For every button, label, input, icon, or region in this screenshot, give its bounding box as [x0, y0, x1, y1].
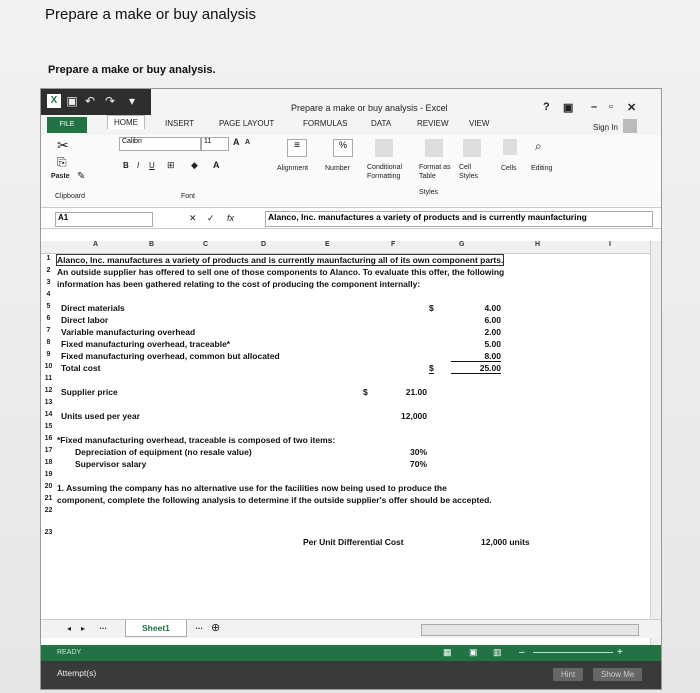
paste-button[interactable]: Paste [51, 173, 70, 180]
cells-icon[interactable] [503, 139, 517, 155]
cell-f12[interactable]: 21.00 [405, 387, 427, 397]
cell-a10[interactable]: Total cost [61, 363, 101, 373]
column-header-d[interactable]: D [261, 241, 267, 248]
table-row [41, 339, 646, 350]
tab-data[interactable]: DATA [371, 119, 392, 128]
page-break-icon[interactable]: ▥ [493, 647, 502, 657]
cell-g10[interactable]: 25.00 [451, 363, 501, 374]
tab-file[interactable]: FILE [47, 117, 87, 133]
per-unit-header[interactable]: Per Unit Differential Cost [303, 537, 404, 547]
table-row [41, 375, 646, 386]
excel-logo-icon: X [47, 94, 61, 108]
table-row [41, 315, 646, 326]
row-number: 14 [44, 411, 53, 418]
cells-button[interactable]: Cells [501, 165, 517, 172]
cell-a20[interactable]: 1. Assuming the company has no alternative use for the facilities now being used to produce the [57, 483, 447, 493]
row-number: 8 [46, 339, 51, 346]
conditional-formatting-icon[interactable] [375, 139, 393, 157]
shrink-font-icon[interactable]: A [245, 139, 251, 146]
sheet-tabs-bar [41, 619, 661, 638]
zoom-out-icon[interactable]: – [519, 647, 525, 658]
table-row [41, 291, 646, 302]
page-layout-icon[interactable]: ▣ [469, 647, 478, 657]
table-row [41, 327, 646, 338]
tab-insert[interactable]: INSERT [165, 119, 195, 128]
row-number: 18 [44, 459, 53, 466]
conditional-formatting-button[interactable]: Conditional Formatting [367, 164, 403, 180]
underline-icon[interactable]: U [149, 161, 155, 170]
row-number: 23 [44, 529, 53, 536]
more-sheets-icon[interactable]: … [99, 622, 107, 631]
hint-button[interactable]: Hint [553, 668, 583, 681]
enter-icon[interactable]: ✓ [207, 213, 215, 223]
attempts-label: Attempt(s) [57, 668, 97, 678]
table-row [41, 399, 646, 410]
excel-window [40, 88, 662, 690]
cell-b18[interactable]: Supervisor salary [75, 459, 147, 469]
add-sheet-icon[interactable]: ⊕ [211, 622, 221, 634]
alignment-button[interactable]: Alignment [277, 165, 309, 172]
table-row [41, 529, 646, 547]
row-number: 15 [44, 423, 53, 430]
cell-a8[interactable]: Fixed manufacturing overhead, traceable* [61, 339, 231, 349]
currency-symbol: $ [429, 363, 434, 373]
tab-formulas[interactable]: FORMULAS [303, 119, 348, 128]
page-subtitle: Prepare a make or buy analysis. [48, 64, 216, 76]
ribbon [41, 135, 661, 208]
align-icon[interactable]: ≡ [287, 139, 307, 157]
row-number: 5 [46, 303, 51, 310]
normal-view-icon[interactable]: ▦ [443, 647, 452, 657]
editing-button[interactable]: Editing [531, 165, 553, 172]
cell-a12[interactable]: Supplier price [61, 387, 118, 397]
table-row [41, 255, 646, 266]
redo-icon[interactable]: ↷ [104, 94, 116, 108]
formula-bar [41, 210, 661, 229]
cell-styles-icon[interactable] [463, 139, 481, 157]
currency-symbol: $ [363, 387, 368, 397]
format-table-icon[interactable] [425, 139, 443, 157]
column-headers [41, 241, 661, 254]
table-row [41, 483, 646, 494]
formula-content: Alanco, Inc. manufactures a variety of products and is currently maunfacturing [268, 212, 587, 222]
row-number: 21 [44, 495, 53, 502]
row-number: 19 [44, 471, 53, 478]
prev-sheet-icon[interactable]: ◂ [67, 624, 72, 633]
format-painter-icon[interactable]: ✎ [77, 171, 86, 182]
status-bar [41, 645, 661, 661]
tab-page-layout[interactable]: PAGE LAYOUT [219, 119, 275, 128]
zoom-in-icon[interactable]: + [617, 647, 623, 658]
column-header-c[interactable]: C [203, 241, 209, 248]
sheet-tab-sheet1[interactable]: Sheet1 [125, 620, 187, 637]
table-row [41, 411, 646, 422]
units-header[interactable]: 12,000 units [481, 537, 530, 547]
row-number: 16 [44, 435, 53, 442]
column-header-i[interactable]: I [609, 241, 611, 248]
fill-color-icon[interactable]: ◆ [191, 160, 198, 170]
table-row [41, 387, 646, 398]
cell-g5[interactable]: 4.00 [484, 303, 501, 313]
undo-icon[interactable]: ↶ [84, 94, 96, 108]
row-number: 13 [44, 399, 53, 406]
cell-a1[interactable]: Alanco, Inc. manufactures a variety of products and is currently maunfacturing all of its own component parts. [57, 255, 504, 265]
cell-f14[interactable]: 12,000 [401, 411, 427, 421]
cell-a6[interactable]: Direct labor [61, 315, 109, 325]
table-row [41, 507, 646, 518]
borders-icon[interactable]: ⊞ [167, 160, 175, 170]
page-title: Prepare a make or buy analysis [45, 6, 256, 23]
table-row [41, 459, 646, 470]
ribbon-tabs [41, 115, 661, 135]
show-me-button[interactable]: Show Me [593, 668, 642, 681]
row-number: 17 [44, 447, 53, 454]
save-icon[interactable]: ▣ [66, 94, 78, 108]
window-title: Prepare a make or buy analysis - Excel [291, 103, 448, 113]
clipboard-group-label: Clipboard [55, 193, 85, 200]
styles-group-label: Styles [419, 189, 439, 196]
row-number: 10 [44, 363, 53, 370]
row-number: 7 [46, 327, 51, 334]
cell-a5[interactable]: Direct materials [61, 303, 125, 313]
table-row [41, 447, 646, 458]
row-number: 1 [46, 255, 51, 262]
cell-b17[interactable]: Depreciation of equipment (no resale value) [75, 447, 252, 457]
column-header-f[interactable]: F [391, 241, 396, 248]
row-number: 22 [44, 507, 53, 514]
vertical-scrollbar[interactable] [650, 241, 661, 676]
format-as-table-button[interactable]: Format as Table [419, 164, 451, 180]
binoculars-icon[interactable]: ⌕ [535, 139, 542, 153]
column-header-e[interactable]: E [325, 241, 330, 248]
table-row [41, 471, 646, 482]
restore-icon[interactable]: ▫ [609, 101, 613, 113]
percent-icon[interactable]: % [333, 139, 353, 157]
cell-f18[interactable]: 70% [409, 459, 427, 469]
minimize-icon[interactable]: – [591, 101, 598, 113]
cell-reference: A1 [58, 213, 69, 222]
row-number: 6 [46, 315, 51, 322]
attempt-bar [41, 661, 661, 689]
font-group-label: Font [181, 193, 196, 200]
table-row [41, 267, 646, 278]
currency-symbol: $ [429, 303, 434, 313]
cell-g6[interactable]: 6.00 [484, 315, 501, 325]
more-sheets-icon[interactable]: … [195, 622, 203, 631]
column-header-h[interactable]: H [535, 241, 541, 248]
cell-a21[interactable]: component, complete the following analysis to determine if the outside supplier's offer should be accepted. [57, 495, 492, 505]
cell-a14[interactable]: Units used per year [61, 411, 140, 421]
column-header-g[interactable]: G [459, 241, 465, 248]
cell-a9[interactable]: Fixed manufacturing overhead, common but allocated [61, 351, 280, 361]
fx-icon[interactable]: fx [227, 213, 235, 223]
table-row [41, 363, 646, 374]
table-row [41, 303, 646, 314]
ribbon-display-icon[interactable]: ▣ [563, 102, 574, 114]
cell-g7[interactable]: 2.00 [484, 327, 501, 337]
cell-a7[interactable]: Variable manufacturing overhead [61, 327, 196, 337]
font-size-value: 11 [204, 138, 212, 145]
table-row [41, 495, 646, 506]
row-number: 3 [46, 279, 51, 286]
number-button[interactable]: Number [325, 165, 350, 172]
row-number: 12 [44, 387, 53, 394]
cell-g9[interactable]: 8.00 [451, 351, 501, 362]
cut-icon[interactable]: ✂ [57, 137, 69, 153]
row-number: 11 [44, 375, 53, 382]
bold-icon[interactable]: B [123, 161, 129, 170]
cell-g8[interactable]: 5.00 [484, 339, 501, 349]
sign-in-link[interactable]: Sign In [593, 123, 618, 132]
table-row [41, 423, 646, 434]
customize-icon[interactable]: ▾ [128, 94, 136, 108]
cancel-icon[interactable]: ✕ [189, 213, 197, 223]
table-row [41, 351, 646, 362]
name-box[interactable] [55, 212, 153, 227]
formula-input[interactable] [265, 211, 653, 227]
cell-a3[interactable]: information has been gathered relating to the cost of producing the component internally: [57, 279, 421, 289]
font-name-value: Calibri [122, 138, 142, 145]
row-number: 20 [44, 483, 53, 490]
table-row [41, 435, 646, 446]
tab-home[interactable]: HOME [107, 115, 145, 129]
grow-font-icon[interactable]: A [233, 137, 240, 147]
font-size-select[interactable] [201, 137, 229, 151]
font-color-icon[interactable]: A [213, 160, 220, 170]
cell-styles-button[interactable]: Cell Styles [459, 164, 479, 180]
cell-f17[interactable]: 30% [409, 447, 427, 457]
cell-a2[interactable]: An outside supplier has offered to sell one of those components to Alanco. To evaluate this offer, the following [57, 267, 505, 277]
next-sheet-icon[interactable]: ▸ [81, 624, 86, 633]
italic-icon[interactable]: I [137, 161, 140, 170]
font-name-select[interactable] [119, 137, 201, 151]
column-header-b[interactable]: B [149, 241, 155, 248]
cell-a16[interactable]: *Fixed manufacturing overhead, traceable is composed of two items: [57, 435, 336, 445]
close-icon[interactable]: ✕ [627, 102, 637, 114]
tab-view[interactable]: VIEW [469, 119, 490, 128]
horizontal-scrollbar[interactable] [421, 624, 639, 636]
row-number: 2 [46, 267, 51, 274]
help-icon[interactable]: ? [543, 101, 550, 113]
column-header-a[interactable]: A [93, 241, 99, 248]
row-number: 9 [46, 351, 51, 358]
row-number: 4 [46, 291, 51, 298]
tab-review[interactable]: REVIEW [417, 119, 449, 128]
copy-icon[interactable]: ⎘ [57, 155, 67, 169]
table-row [41, 279, 646, 290]
zoom-slider[interactable] [533, 652, 613, 653]
avatar-icon[interactable] [623, 119, 637, 133]
status-ready: READY [57, 649, 82, 656]
